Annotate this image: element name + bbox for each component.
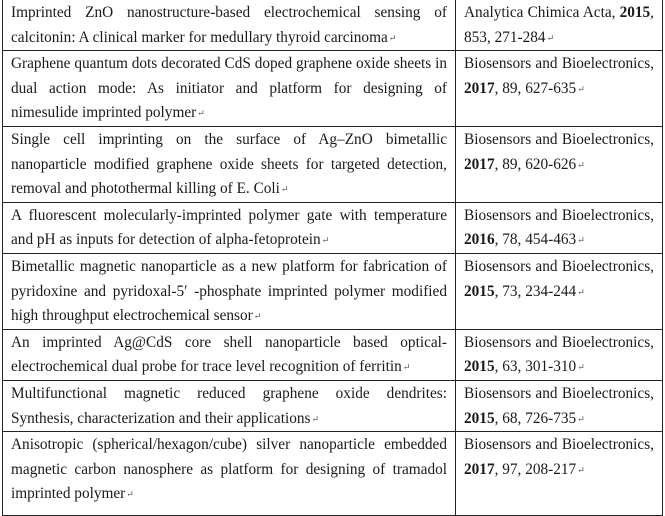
paragraph-mark-icon: ↵ bbox=[280, 184, 289, 195]
paragraph-mark-icon: ↵ bbox=[577, 235, 585, 246]
paper-title: Multifunctional magnetic reduced graphene oxide dendrites: Synthesis, characterization and their applications bbox=[11, 384, 447, 427]
paper-title: Single cell imprinting on the surface of Ag–ZnO bimetallic nanoparticle modified graphene oxide sheets for targeted detection, removal and photothermal killing of E. Coli bbox=[11, 130, 447, 198]
paragraph-mark-icon: ↵ bbox=[546, 32, 555, 43]
paper-title-cell bbox=[3, 202, 456, 253]
journal-name: Analytica Chimica Acta, bbox=[464, 4, 620, 21]
table-row bbox=[3, 126, 663, 202]
publication-year: 2015 bbox=[464, 358, 495, 376]
journal-name: Biosensors and Bioelectronics, bbox=[464, 130, 654, 148]
publication-year: 2017 bbox=[464, 79, 495, 97]
paragraph-mark-icon: ↵ bbox=[321, 235, 330, 246]
publication-year: 2017 bbox=[464, 460, 495, 478]
volume-pages: , 73, 234-244 bbox=[494, 282, 577, 300]
publications-table-body bbox=[3, 0, 663, 516]
publications-table bbox=[2, 0, 663, 516]
paper-title-cell bbox=[3, 253, 456, 329]
publication-year: 2016 bbox=[464, 231, 495, 249]
publication-year: 2015 bbox=[464, 409, 495, 427]
paragraph-mark-icon: ↵ bbox=[577, 83, 585, 94]
table-row bbox=[3, 253, 663, 329]
volume-pages: , 89, 620-626 bbox=[494, 155, 577, 173]
journal-name: Biosensors and Bioelectronics, bbox=[464, 55, 654, 73]
paper-title-cell bbox=[3, 380, 456, 431]
publication-year: 2017 bbox=[464, 155, 495, 173]
paper-title: Imprinted ZnO nanostructure-based electrochemical sensing of calcitonin: A clinical marker for medullary thyroid carcinoma bbox=[11, 4, 447, 46]
publication-year: 2015 bbox=[619, 4, 651, 21]
journal-name: Biosensors and Bioelectronics, bbox=[464, 206, 654, 224]
journal-name: Biosensors and Bioelectronics, bbox=[464, 384, 654, 402]
paper-title: An imprinted Ag@CdS core shell nanoparticle based optical-electrochemical dual probe for trace level recognition of ferritin bbox=[11, 333, 447, 376]
citation-cell bbox=[456, 0, 663, 51]
paper-title: Bimetallic magnetic nanoparticle as a new platform for fabrication of pyridoxine and pyridoxal-5′ -phosphate imprinted polymer modified high throughput electrochemical sensor bbox=[11, 257, 447, 325]
citation-cell bbox=[456, 380, 663, 431]
journal-name: Biosensors and Bioelectronics, bbox=[464, 333, 654, 351]
paragraph-mark-icon: ↵ bbox=[577, 159, 585, 170]
paragraph-mark-icon: ↵ bbox=[577, 286, 585, 297]
journal-name: Biosensors and Bioelectronics, bbox=[464, 436, 654, 454]
paragraph-mark-icon: ↵ bbox=[577, 362, 585, 373]
paragraph-mark-icon: ↵ bbox=[577, 464, 585, 475]
paragraph-mark-icon: ↵ bbox=[126, 489, 134, 500]
citation-cell bbox=[456, 51, 663, 127]
paragraph-mark-icon: ↵ bbox=[253, 311, 262, 322]
paper-title-cell bbox=[3, 126, 456, 202]
publication-year: 2015 bbox=[464, 282, 495, 300]
volume-pages: , 97, 208-217 bbox=[494, 460, 577, 478]
table-row bbox=[3, 380, 663, 431]
paragraph-mark-icon: ↵ bbox=[577, 413, 585, 424]
citation-cell bbox=[456, 253, 663, 329]
paragraph-mark-icon: ↵ bbox=[402, 362, 411, 373]
paper-title-cell bbox=[3, 51, 456, 127]
volume-pages: , 89, 627-635 bbox=[494, 79, 577, 97]
paragraph-mark-icon: ↵ bbox=[197, 108, 205, 119]
volume-pages: , 63, 301-310 bbox=[494, 358, 577, 376]
paper-title: A fluorescent molecularly-imprinted polymer gate with temperature and pH as inputs for detection of alpha-fetoprotein bbox=[11, 206, 447, 249]
paper-title-cell bbox=[3, 0, 456, 51]
volume-pages: , 853, 271-284 bbox=[464, 4, 654, 46]
table-row bbox=[3, 329, 663, 380]
citation-cell bbox=[456, 126, 663, 202]
citation-cell bbox=[456, 329, 663, 380]
paragraph-mark-icon: ↵ bbox=[388, 32, 397, 43]
paragraph-mark-icon: ↵ bbox=[311, 413, 320, 424]
paper-title-cell bbox=[3, 329, 456, 380]
volume-pages: , 78, 454-463 bbox=[494, 231, 577, 249]
journal-name: Biosensors and Bioelectronics, bbox=[464, 257, 654, 275]
paper-title: Graphene quantum dots decorated CdS doped graphene oxide sheets in dual action mode: As initiator and platform for designing of nimesulide imprinted polymer bbox=[11, 55, 447, 122]
table-row bbox=[3, 0, 663, 51]
citation-cell bbox=[456, 202, 663, 253]
volume-pages: , 68, 726-735 bbox=[494, 409, 577, 427]
table-row bbox=[3, 51, 663, 127]
paper-title: Anisotropic (spherical/hexagon/cube) silver nanoparticle embedded magnetic carbon nanosphere as platform for designing of tramadol imprinted polymer bbox=[11, 436, 447, 503]
table-row bbox=[3, 202, 663, 253]
